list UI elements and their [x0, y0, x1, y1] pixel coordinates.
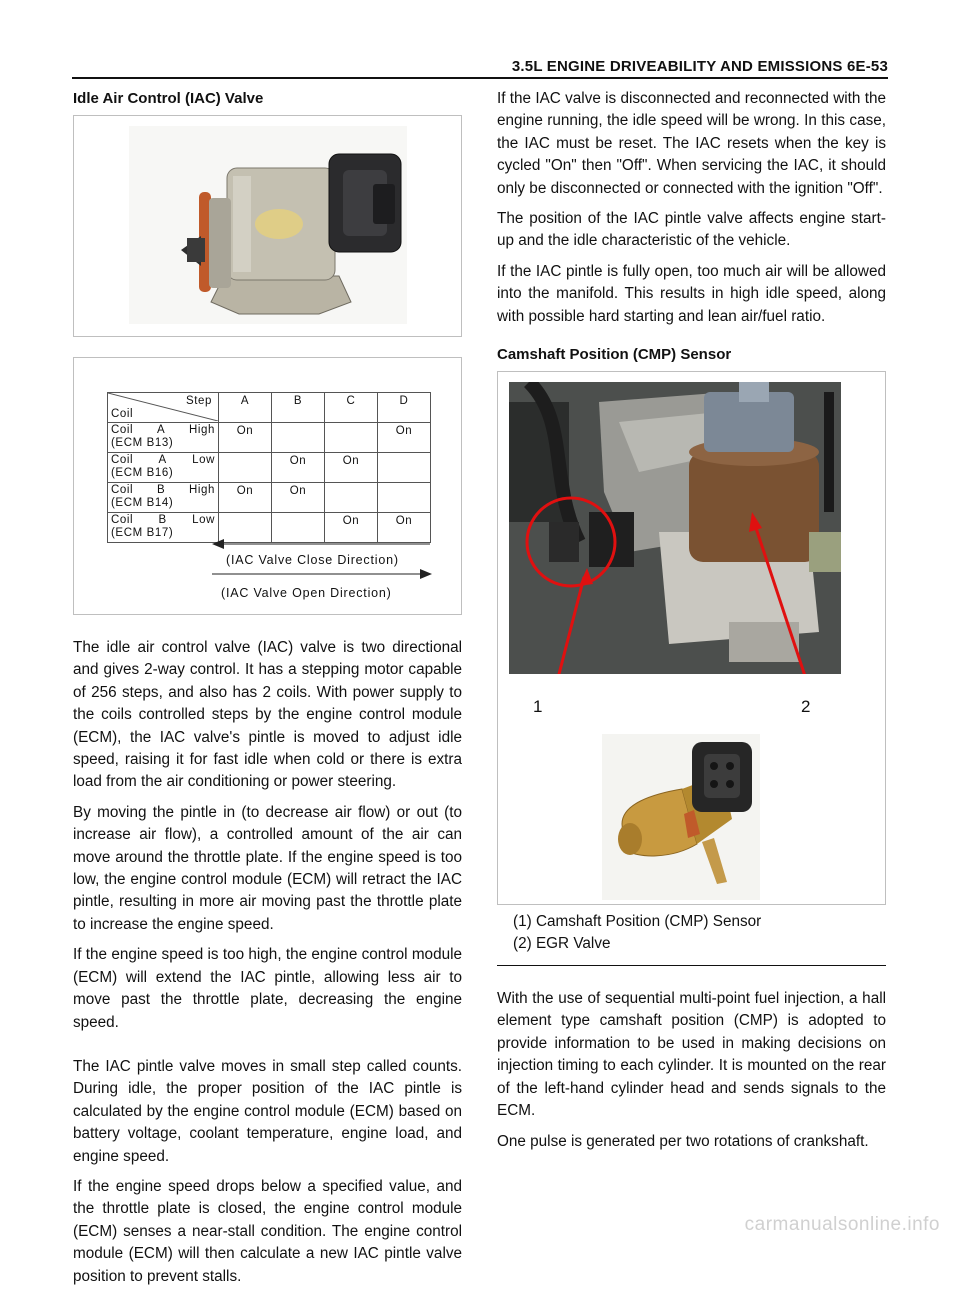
cell [325, 423, 378, 453]
paragraph: If the IAC valve is disconnected and reconnected with the engine running, the idle speed will be wrong. In this case, the IAC must be reset. The IAC resets when the key is cycled "On" then "Off". When servicing the IAC, it should only be disconnected or connected with the ignition "Off". [497, 90, 886, 197]
right-column [497, 88, 886, 1161]
coil-label: Coil [111, 408, 134, 420]
row-label-coil-b-low: Coil B Low (ECM B17) [108, 513, 219, 543]
table-row [108, 453, 431, 483]
paragraph: The idle air control valve (IAC) valve is two directional and gives 2-way control. It has a stepping motor capable of 256 steps, and also has 2 coils. With power supply to the coils controlled steps by the engine control module (ECM), the IAC valve's pintle is moved to adjust idle speed, raising it for fast idle when cold or there is extra load from the air conditioning or power steering. [73, 639, 462, 791]
paragraph: By moving the pintle in (to decrease air flow) or out (to increase air flow), a controlled amount of the air can move around the throttle plate. If the engine speed is too low, the engine control module (ECM) will retract the IAC pintle, resulting in more air moving past the throttle plate to increase the engine speed. [73, 803, 462, 933]
close-direction-label: (IAC Valve Close Direction) [226, 553, 399, 567]
paragraph: If the engine speed drops below a specified value, and the throttle plate is closed, the engine control module (ECM) senses a near-stall condition. The engine control module (ECM) will then calculate a new IAC pintle valve position to prevent stalls. [73, 1177, 462, 1285]
row-label-coil-a-low: Coil A Low (ECM B16) [108, 453, 219, 483]
watermark-text: carmanualsonline.info [744, 1214, 940, 1235]
cell: On [325, 513, 378, 543]
cmp-photo-figure [497, 371, 886, 905]
cell: On [325, 453, 378, 483]
iac-photo-figure [73, 115, 462, 337]
row-label-coil-b-high: Coil B High (ECM B14) [108, 483, 219, 513]
iac-heading: Idle Air Control (IAC) Valve [73, 90, 264, 107]
iac-description [73, 637, 462, 1288]
table-row [108, 423, 431, 453]
cell: On [219, 483, 272, 513]
left-column [73, 90, 462, 1296]
iac-valve-photo [129, 126, 407, 324]
cell [325, 483, 378, 513]
cell: On [378, 513, 431, 543]
open-direction-label: (IAC Valve Open Direction) [221, 586, 392, 600]
table-row [108, 483, 431, 513]
header-rule [72, 77, 888, 79]
page-header-title: 3.5L ENGINE DRIVEABILITY AND EMISSIONS 6E-53 [511, 58, 888, 75]
step-column-c: C [325, 393, 378, 423]
cell [272, 423, 325, 453]
caption-egr-valve: (2) EGR Valve [513, 935, 611, 953]
iac-step-table-figure [73, 357, 462, 615]
step-column-d: D [378, 393, 431, 423]
step-column-b: B [272, 393, 325, 423]
open-direction-arrow [212, 568, 432, 580]
cell [219, 453, 272, 483]
callout-1: 1 [533, 697, 543, 717]
engine-bay-photo [509, 382, 841, 674]
paragraph: If the IAC pintle is fully open, too much air will be allowed into the manifold. This results in high idle speed, along with possible hard starting and lean air/fuel ratio. [497, 262, 886, 325]
callout-2: 2 [801, 697, 811, 717]
close-direction-arrow [212, 538, 432, 550]
row-label-coil-a-high: Coil A High (ECM B13) [108, 423, 219, 453]
cmp-sensor-photo [602, 734, 760, 900]
cmp-heading: Camshaft Position (CMP) Sensor [497, 346, 732, 364]
step-table-header-row [108, 393, 431, 423]
cell [378, 483, 431, 513]
paragraph: The IAC pintle valve moves in small step called counts. During idle, the proper position of the IAC pintle is calculated by the engine control module (ECM) based on battery voltage, coolant temperature, engine load, and engine speed. [73, 1057, 462, 1165]
step-label: Step [185, 395, 212, 407]
iac-step-table [107, 392, 431, 543]
paragraph: If the engine speed is too high, the engine control module (ECM) will extend the IAC pintle, allowing less air to move past the throttle plate, decreasing the engine speed. [73, 946, 462, 1031]
paragraph: The position of the IAC pintle valve affects engine start-up and the idle characteristic of the vehicle. [497, 210, 886, 250]
cell: On [378, 423, 431, 453]
cell: On [272, 453, 325, 483]
paragraph: One pulse is generated per two rotations of crankshaft. [497, 1132, 869, 1150]
section-rule [497, 965, 886, 966]
cmp-captions [497, 905, 886, 955]
caption-cmp-sensor: (1) Camshaft Position (CMP) Sensor [513, 913, 762, 931]
cell [378, 453, 431, 483]
cell: On [272, 483, 325, 513]
cell: On [219, 423, 272, 453]
paragraph: With the use of sequential multi-point fuel injection, a hall element type camshaft position (CMP) is adopted to provide information to be used in making decisions on injection timing to each cylinder. It is mounted on the rear of the left-hand cylinder head and sends signals to the ECM. [497, 990, 886, 1120]
step-column-a: A [219, 393, 272, 423]
step-table-corner-cell [108, 393, 219, 423]
